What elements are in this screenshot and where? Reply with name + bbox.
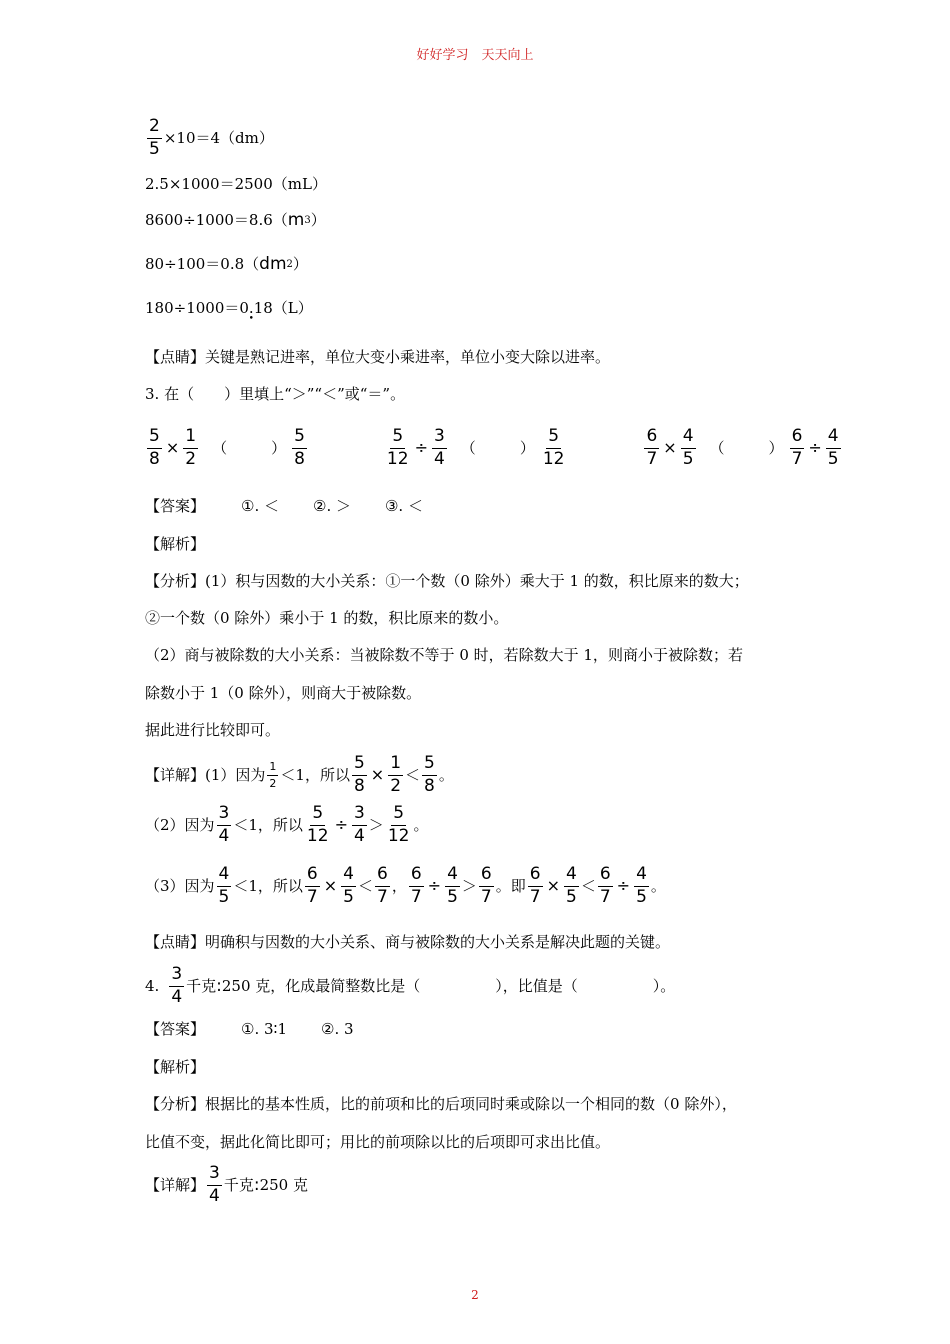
calc-line-4: 80÷100＝0.8（ dm 2 ）: [145, 254, 308, 274]
fenxi-3-p4: 除数小于 1（0 除外），则商大于被除数。: [145, 684, 422, 702]
fraction: $\frac{2}{5}$: [149, 116, 160, 159]
fenxi-4-p2: 比值不变，据此化简比即可；用比的前项除以比的后项即可求出比值。: [145, 1133, 611, 1151]
calc-line-2: 2.5×1000＝2500（mL）: [145, 175, 327, 193]
xiangjie-4: 【详解】 $\frac{3}{4}$ 千克 : 250 克: [145, 1163, 308, 1206]
question-4: 4. $\frac{3}{4}$ 千克 : 250 克 ，化成最简整数比是（ ），比值是（ ）。: [145, 964, 676, 1007]
fenxi-3-p3: （2）商与被除数的大小关系：当被除数不等于 0 时，若除数大于 1，则商小于被除数；若: [145, 646, 743, 664]
xiangjie-3-d1: 【详解】 (1）因为 $\frac{1}{2}$ ＜1，所以 $\frac{5}{8}$ × $\frac{1}{2}$ ＜ $\frac{5}{8}$ 。: [145, 753, 454, 796]
tip-1: 【点睛】 关键是熟记进率，单位大变小乘进率，单位小变大除以进率。: [145, 348, 611, 366]
calc-line-1: $\frac{2}{5}$ ×10＝4（dm）: [149, 116, 274, 159]
page-header: 好好学习 天天向上: [416, 48, 534, 63]
fenxi-3-p1: 【分析】 (1）积与因数的大小关系：①一个数（0 除外）乘大于 1 的数，积比原来的数大；: [145, 572, 749, 590]
answer-4: 【答案】 ①. 3∶1 ②. 3: [145, 1020, 354, 1038]
xiangjie-3-d3: （3）因为 $\frac{4}{5}$ ＜1，所以 $\frac{6}{7}$ × $\frac{4}{5}$ ＜ $\frac{6}{7}$ ， $\frac{6}{7}$ ÷ $\frac{4}{5}$ ＞ $\frac{6}{7}$ 。即 $\frac{6}{7}$ × $\frac{4}{5}$ ＜ $\frac{6}{7}$ ÷ $\frac{4}{5}$ 。: [145, 864, 666, 907]
answer-3: 【答案】 ①. ＜ ②. ＞ ③. ＜: [145, 497, 423, 515]
analysis-label: 【解析】: [145, 535, 206, 553]
question-3-row: $\frac{5}{8}$ × $\frac{1}{2}$ （ ） $\frac{5}{8}$ $\frac{5}{12}$ ÷ $\frac{3}{4}$ （ ） $\frac{5}{12}$ $\frac{6}{7}$ × $\frac{4}{5}$ （ ） $\frac{6}{7}$ ÷ $\frac{4}{5}$: [149, 426, 839, 469]
analysis-label-4: 【解析】: [145, 1058, 206, 1076]
fenxi-3-p2: ②一个数（0 除外）乘小于 1 的数，积比原来的数小。: [145, 609, 509, 627]
question-3-title: 3. 在（ ）里填上“＞”“＜”或“＝”。: [145, 385, 406, 403]
fenxi-4-p1: 【分析】 根据比的基本性质，比的前项和比的后项同时乘或除以一个相同的数（0 除外），: [145, 1095, 737, 1113]
calc-line-3: 8600÷1000＝8.6（ m 3 ）: [145, 210, 326, 230]
fenxi-3-p5: 据此进行比较即可。: [145, 721, 281, 739]
xiangjie-3-d2: （2）因为 $\frac{3}{4}$ ＜1，所以 $\frac{5}{12}$ ÷ $\frac{3}{4}$ ＞ $\frac{5}{12}$ 。: [145, 803, 429, 846]
calc-line-5: 180÷1000＝0 . • 18（L）: [145, 301, 313, 316]
page-number: 2: [471, 1288, 479, 1302]
tip-3: 【点睛】 明确积与因数的大小关系、商与被除数的大小关系是解决此题的关键。: [145, 933, 671, 951]
